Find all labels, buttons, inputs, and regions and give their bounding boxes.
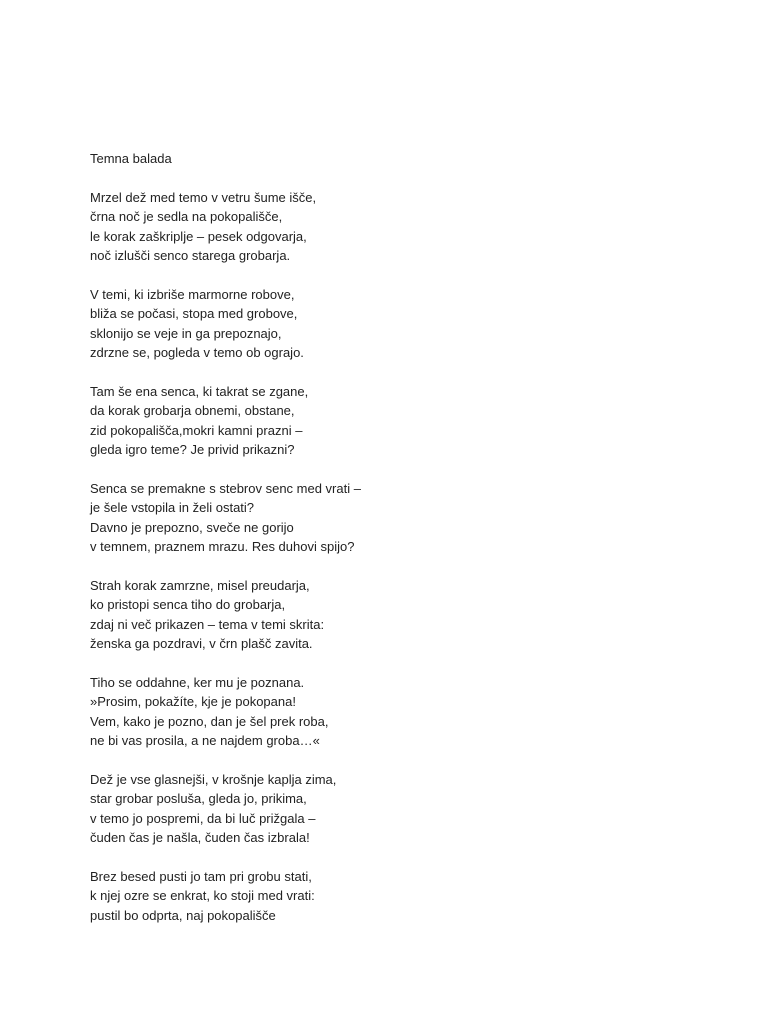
poem-line: v temnem, praznem mrazu. Res duhovi spijo? — [90, 539, 355, 555]
poem-line: star grobar posluša, gleda jo, prikima, — [90, 791, 307, 807]
poem-line: Davno je prepozno, sveče ne gorijo — [90, 519, 294, 535]
poem-line: Mrzel dež med temo v vetru šume išče, — [90, 189, 317, 205]
poem-line: Vem, kako je pozno, dan je šel prek roba, — [90, 713, 329, 729]
poem-line: Tam še ena senca, ki takrat se zgane, — [90, 383, 309, 399]
poem-body — [90, 188, 361, 925]
poem-line: je šele vstopila in želi ostati? — [90, 500, 255, 516]
poem-line: ženska ga pozdravi, v črn plašč zavita. — [90, 636, 313, 652]
poem-line: V temi, ki izbriše marmorne robove, — [90, 286, 295, 302]
poem-line: ko pristopi senca tiho do grobarja, — [90, 597, 286, 613]
poem-line: ne bi vas prosila, a ne najdem groba…« — [90, 733, 320, 749]
stanza — [90, 576, 361, 654]
poem-line: sklonijo se veje in ga prepoznajo, — [90, 325, 282, 341]
stanza — [90, 188, 361, 266]
stanza — [90, 673, 361, 751]
stanza — [90, 285, 361, 363]
poem-line: Brez besed pusti jo tam pri grobu stati, — [90, 868, 312, 884]
stanza — [90, 770, 361, 848]
poem-line: »Prosim, pokažíte, kje je pokopana! — [90, 694, 296, 710]
poem-line: zdrzne se, pogleda v temo ob ograjo. — [90, 345, 304, 361]
stanza — [90, 382, 361, 460]
poem-line: zid pokopališča,mokri kamni prazni – — [90, 422, 303, 438]
poem-line: Dež je vse glasnejši, v krošnje kaplja zima, — [90, 771, 337, 787]
stanza — [90, 867, 361, 925]
poem-line: čuden čas je našla, čuden čas izbrala! — [90, 830, 310, 846]
poem-line: da korak grobarja obnemi, obstane, — [90, 403, 295, 419]
poem-line: pustil bo odprta, naj pokopališče — [90, 907, 276, 923]
poem-title: Temna balada — [90, 151, 172, 166]
poem-line: gleda igro teme? Je privid prikazni? — [90, 442, 295, 458]
poem-line: v temo jo pospremi, da bi luč prižgala – — [90, 810, 316, 826]
poem-line: zdaj ni več prikazen – tema v temi skrita: — [90, 616, 325, 632]
poem-line: le korak zaškriplje – pesek odgovarja, — [90, 228, 307, 244]
poem-line: k njej ozre se enkrat, ko stoji med vrati: — [90, 888, 315, 904]
poem-line: Strah korak zamrzne, misel preudarja, — [90, 577, 310, 593]
poem-line: črna noč je sedla na pokopališče, — [90, 209, 283, 225]
poem-line: Senca se premakne s stebrov senc med vrati – — [90, 480, 361, 496]
poem-line: noč izlušči senco starega grobarja. — [90, 248, 291, 264]
poem-line: Tiho se oddahne, ker mu je poznana. — [90, 674, 305, 690]
poem-line: bliža se počasi, stopa med grobove, — [90, 306, 298, 322]
stanza — [90, 479, 361, 557]
poem — [90, 149, 361, 945]
